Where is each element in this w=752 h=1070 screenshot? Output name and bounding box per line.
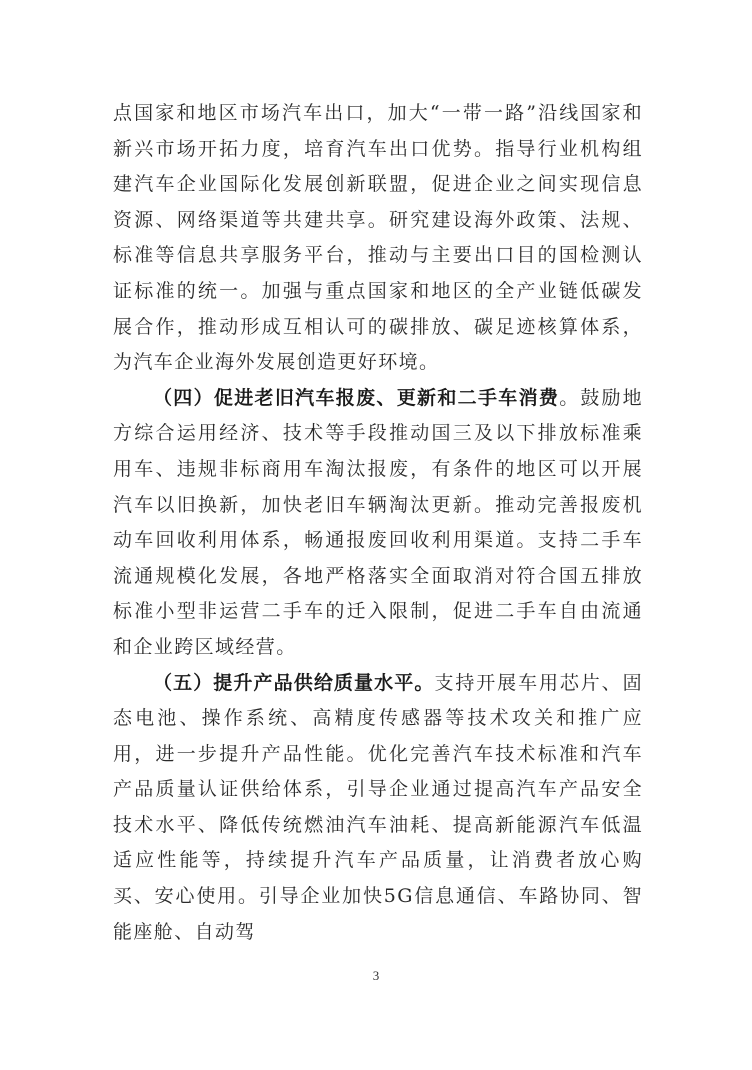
paragraph-section-4 <box>113 381 643 666</box>
paragraph-export <box>113 96 643 381</box>
paragraph-section-5 <box>113 666 643 951</box>
section-4-body: 。鼓励地方综合运用经济、技术等手段推动国三及以下排放标准乘用车、违规非标商用车淘汰报废，有条件的地区可以开展汽车以旧换新，加快老旧车辆淘汰更新。推动完善报废机动车回收利用体系，畅通报废回收利用渠道。支持二手车流通规模化发展，各地严格落实全面取消对符合国五排放标准小型非运营二手车的迁入限制，促进二手车自由流通和企业跨区域经营。 <box>113 386 643 658</box>
page-number: 3 <box>372 968 380 983</box>
section-4-heading: （四）促进老旧汽车报废、更新和二手车消费 <box>153 386 560 409</box>
section-5-body: 支持开展车用芯片、固态电池、操作系统、高精度传感器等技术攻关和推广应用，进一步提升产品性能。优化完善汽车技术标准和汽车产品质量认证供给体系，引导企业通过提高汽车产品安全技术水平、降低传统燃油汽车油耗、提高新能源汽车低温适应性能等，持续提升汽车产品质量，让消费者放心购买、安心使用。引导企业加快5G信息通信、车路协同、智能座舱、自动驾 <box>113 671 643 943</box>
paragraph-export-text: 点国家和地区市场汽车出口，加大“一带一路”沿线国家和新兴市场开拓力度，培育汽车出口优势。指导行业机构组建汽车企业国际化发展创新联盟，促进企业之间实现信息资源、网络渠道等共建共享。研究建设海外政策、法规、标准等信息共享服务平台，推动与主要出口目的国检测认证标准的统一。加强与重点国家和地区的全产业链低碳发展合作，推动形成互相认可的碳排放、碳足迹核算体系，为汽车企业海外发展创造更好环境。 <box>113 102 643 374</box>
document-body <box>113 96 643 950</box>
section-5-heading: （五）提升产品供给质量水平。 <box>153 671 435 694</box>
